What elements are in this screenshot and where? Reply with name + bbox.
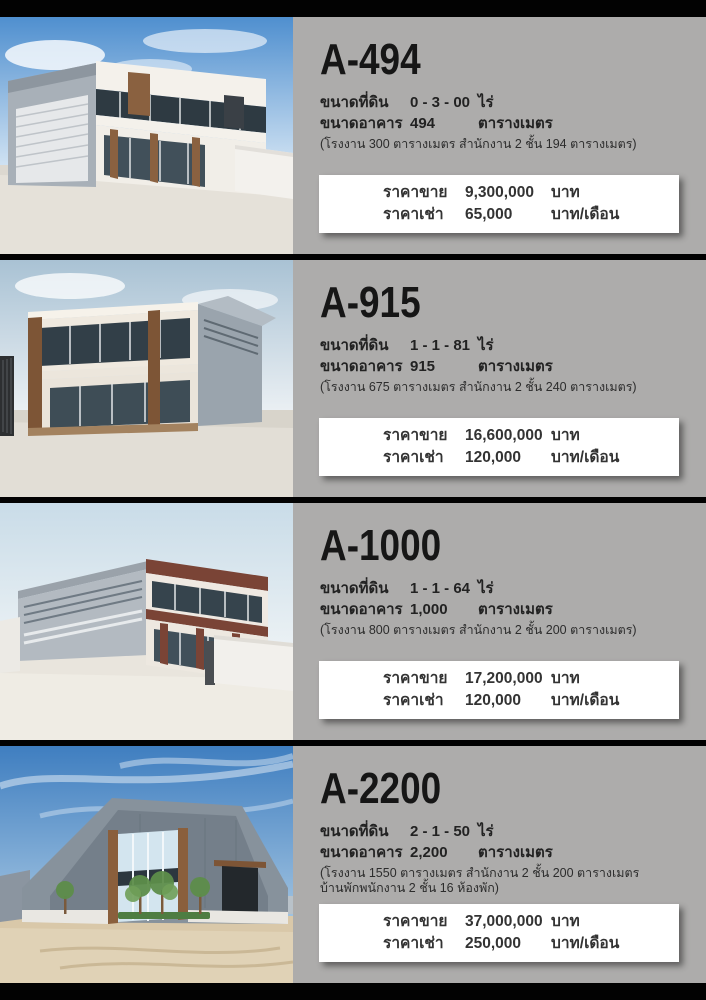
building-size-label: ขนาดอาคาร [320, 114, 403, 132]
rent-price-label: ราคาเช่า [383, 935, 444, 952]
detail-text [320, 380, 650, 395]
spec-block [320, 822, 706, 896]
price-box [319, 904, 679, 962]
building-size-value: 915 [410, 357, 436, 375]
building-illustration-a494 [0, 17, 293, 254]
land-size-value: 2 - 1 - 50 [410, 823, 471, 841]
land-size-value: 1 - 1 - 64 [410, 580, 471, 598]
land-size-value: 0 - 3 - 00 [410, 94, 471, 112]
price-box [319, 661, 679, 719]
spec-block [320, 336, 706, 395]
building-size-row [320, 114, 706, 135]
land-size-value: 1 - 1 - 81 [410, 337, 471, 355]
info-panel [293, 746, 706, 983]
detail-line-1: (โรงงาน 1550 ตารางเมตร สำนักงาน 2 ชั้น 200 ตารางเมตร [320, 865, 640, 880]
land-size-unit: ไร่ [478, 823, 494, 841]
bottom-black-band [0, 983, 706, 1000]
info-panel [293, 260, 706, 497]
sale-price-unit: บาท [551, 426, 580, 444]
rent-price-unit: บาท/เดือน [551, 692, 620, 709]
building-size-row [320, 600, 706, 621]
building-size-label: ขนาดอาคาร [320, 600, 403, 618]
property-photo [0, 17, 293, 254]
building-size-label: ขนาดอาคาร [320, 843, 403, 861]
land-size-row [320, 822, 706, 843]
land-size-unit: ไร่ [478, 337, 494, 355]
property-photo [0, 260, 293, 497]
sale-price-label: ราคาขาย [383, 669, 448, 687]
land-size-label: ขนาดที่ดิน [320, 580, 389, 598]
land-size-unit: ไร่ [478, 94, 494, 112]
sale-price-unit: บาท [551, 669, 580, 687]
rent-price-label: ราคาเช่า [383, 692, 444, 709]
land-size-label: ขนาดที่ดิน [320, 823, 389, 841]
detail-text [320, 137, 650, 152]
rent-price-label: ราคาเช่า [383, 206, 444, 223]
land-size-label: ขนาดที่ดิน [320, 94, 389, 112]
land-size-row [320, 336, 706, 357]
listing-card [0, 503, 706, 740]
sale-price-row [319, 425, 679, 447]
property-photo [0, 746, 293, 983]
building-size-unit: ตารางเมตร [478, 843, 553, 861]
building-illustration-a1000 [0, 503, 293, 740]
sale-price-value: 9,300,000 [465, 183, 534, 201]
rent-price-unit: บาท/เดือน [551, 206, 620, 223]
rent-price-unit: บาท/เดือน [551, 449, 620, 466]
building-illustration-a915 [0, 260, 293, 497]
rent-price-label: ราคาเช่า [383, 449, 444, 466]
rent-price-row [319, 690, 679, 712]
listing-card [0, 17, 706, 254]
rent-price-value: 250,000 [465, 935, 522, 952]
price-box [319, 175, 679, 233]
land-size-label: ขนาดที่ดิน [320, 337, 389, 355]
building-size-unit: ตารางเมตร [478, 114, 553, 132]
info-panel [293, 503, 706, 740]
land-size-unit: ไร่ [478, 580, 494, 598]
building-size-row [320, 357, 706, 378]
rent-price-unit: บาท/เดือน [551, 935, 620, 952]
rent-price-row [319, 447, 679, 469]
building-size-value: 2,200 [410, 843, 448, 861]
sale-price-row [319, 911, 679, 933]
listing-title: A-915 [320, 278, 421, 327]
price-box [319, 418, 679, 476]
building-size-unit: ตารางเมตร [478, 600, 553, 618]
detail-line-2: บ้านพักพนักงาน 2 ชั้น 16 ห้องพัก) [320, 880, 499, 895]
rent-price-value: 120,000 [465, 449, 522, 466]
building-size-value: 494 [410, 114, 436, 132]
detail-text [320, 866, 650, 897]
sale-price-value: 17,200,000 [465, 669, 543, 687]
building-size-row [320, 843, 706, 864]
listing-card [0, 746, 706, 983]
sale-price-value: 16,600,000 [465, 426, 543, 444]
rent-price-value: 120,000 [465, 692, 522, 709]
sale-price-unit: บาท [551, 912, 580, 930]
land-size-row [320, 93, 706, 114]
rent-price-value: 65,000 [465, 206, 513, 223]
spec-block [320, 93, 706, 152]
building-size-value: 1,000 [410, 600, 448, 618]
detail-line-1: (โรงงาน 675 ตารางเมตร สำนักงาน 2 ชั้น 240 ตารางเมตร) [320, 379, 637, 394]
spec-block [320, 579, 706, 638]
sale-price-row [319, 668, 679, 690]
sale-price-label: ราคาขาย [383, 183, 448, 201]
detail-line-1: (โรงงาน 300 ตารางเมตร สำนักงาน 2 ชั้น 194 ตารางเมตร) [320, 136, 637, 151]
listing-title: A-1000 [320, 521, 442, 570]
rent-price-row [319, 933, 679, 955]
building-size-unit: ตารางเมตร [478, 357, 553, 375]
building-illustration-a2200 [0, 746, 293, 983]
sale-price-value: 37,000,000 [465, 912, 543, 930]
detail-text [320, 623, 650, 638]
property-photo [0, 503, 293, 740]
rent-price-row [319, 204, 679, 226]
land-size-row [320, 579, 706, 600]
building-size-label: ขนาดอาคาร [320, 357, 403, 375]
sale-price-row [319, 182, 679, 204]
listing-title: A-494 [320, 35, 421, 84]
detail-line-1: (โรงงาน 800 ตารางเมตร สำนักงาน 2 ชั้น 200 ตารางเมตร) [320, 622, 637, 637]
info-panel [293, 17, 706, 254]
sale-price-label: ราคาขาย [383, 912, 448, 930]
listing-title: A-2200 [320, 764, 442, 813]
top-black-band [0, 0, 706, 17]
sale-price-unit: บาท [551, 183, 580, 201]
listing-card [0, 260, 706, 497]
sale-price-label: ราคาขาย [383, 426, 448, 444]
